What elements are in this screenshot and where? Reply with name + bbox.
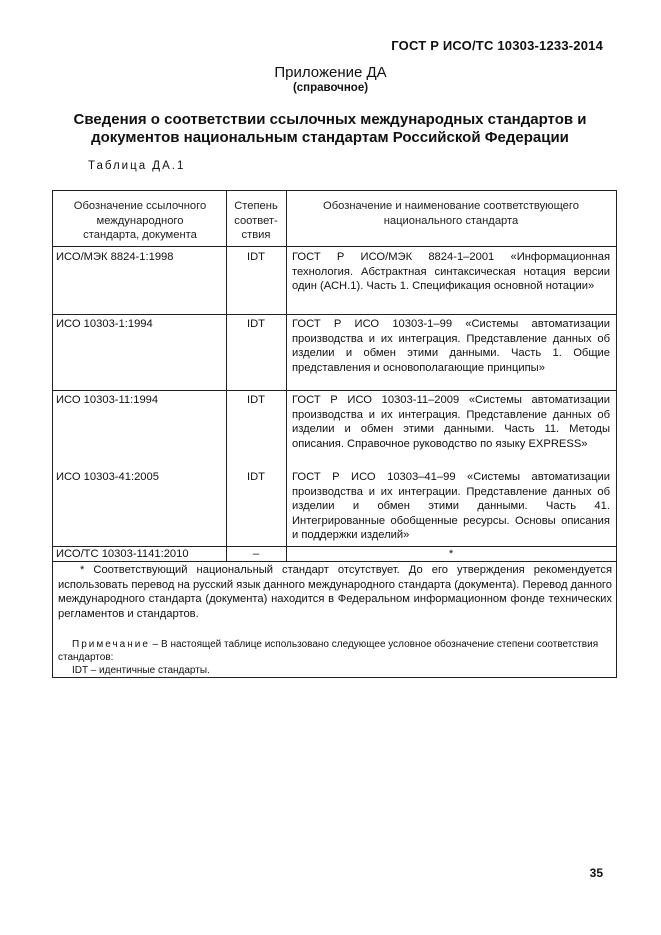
- row-national: ГОСТ Р ИСО 10303-1–99 «Системы автоматизации производства и их интеграция. Представление данных об изделии и обмен этими данными. Часть 1. Общие представления и основополагающие принципы»: [292, 318, 610, 374]
- note-label: Примечание: [72, 639, 150, 650]
- row-designation: ИСО/ТС 10303-1141:2010: [56, 548, 189, 560]
- row-degree: IDT: [246, 394, 266, 406]
- row-designation: ИСО 10303-41:2005: [56, 471, 159, 483]
- section-title-line-1: Сведения о соответствии ссылочных международных стандартов и: [73, 111, 587, 128]
- page-number: 35: [589, 866, 603, 880]
- note-item: IDT – идентичные стандарты.: [72, 665, 210, 676]
- table-border-top: [52, 190, 617, 191]
- row-national: ГОСТ Р ИСО 10303-11–2009 «Системы автоматизации производства и их интеграция. Представление данных об изделии и обмен этими данными. Часть 11. Методы описания. Справочное руководство по языку EXPRESS»: [292, 394, 610, 450]
- table-label: Таблица ДА.1: [88, 160, 186, 172]
- row-designation: ИСО/МЭК 8824-1:1998: [56, 251, 174, 263]
- column-divider: [226, 190, 227, 562]
- table-border-right: [616, 190, 617, 678]
- appendix-title: Приложение ДА: [274, 64, 387, 81]
- table-footnote: * Соответствующий национальный стандарт отсутствует. До его утверждения рекомендуется использовать перевод на русский язык данного международного стандарта (документа). Перевод данного международного стандарта (документа) находится в Федеральном информационном фонде технических регламентов и стандартов.: [58, 564, 612, 620]
- row-designation: ИСО 10303-1:1994: [56, 318, 153, 330]
- document-code: ГОСТ Р ИСО/ТС 10303-1233-2014: [391, 38, 603, 53]
- row-divider: [52, 390, 617, 391]
- header-divider: [52, 246, 617, 247]
- column-divider: [286, 190, 287, 562]
- note-text: – В настоящей таблице использовано следующее условное обозначение степени соответствия стандартов:: [58, 639, 599, 663]
- section-title: [40, 111, 620, 147]
- correspondence-table: [52, 190, 617, 678]
- row-national: ГОСТ Р ИСО 10303–41–99 «Системы автоматизации производства и их интеграции. Представление данных об изделии и обмен этими данными. Часть 41. Интегрированные обобщенные ресурсы. Основы описания и поддержки изделий»: [292, 471, 610, 542]
- row-degree: IDT: [246, 471, 266, 483]
- row-divider: [52, 314, 617, 315]
- section-title-line-2: документов национальным стандартам Российской Федерации: [91, 129, 569, 146]
- header-designation: Обозначение ссылочного международного стандарта, документа: [73, 200, 207, 242]
- row-degree: –: [252, 548, 260, 560]
- appendix-subtitle: (справочное): [292, 82, 369, 94]
- header-national: Обозначение и наименование соответствующего национального стандарта: [323, 200, 579, 227]
- header-degree: Степень соответ- ствия: [234, 200, 278, 242]
- row-national: *: [448, 548, 454, 560]
- row-national: ГОСТ Р ИСО/МЭК 8824-1–2001 «Информационная технология. Абстрактная синтаксическая нотация версии один (АСН.1). Часть 1. Спецификация основной нотации»: [292, 251, 610, 293]
- row-degree: IDT: [246, 251, 266, 263]
- table-border-left: [52, 190, 53, 678]
- row-designation: ИСО 10303-11:1994: [56, 394, 159, 406]
- row-degree: IDT: [246, 318, 266, 330]
- table-note: [58, 639, 612, 664]
